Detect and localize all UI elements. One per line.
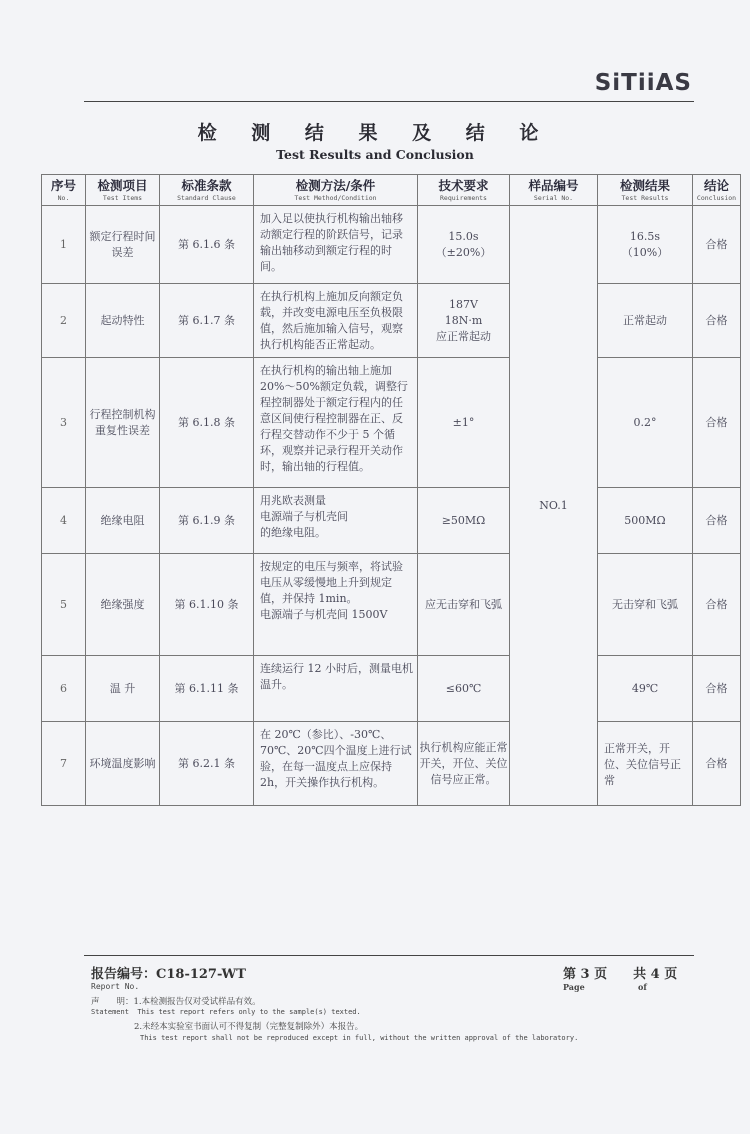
column-header-en: Standard Clause — [177, 193, 236, 202]
row-number: 5 — [42, 554, 86, 656]
conclusion: 合格 — [693, 722, 741, 806]
row-number: 2 — [42, 284, 86, 358]
test-item: 行程控制机构重复性误差 — [86, 358, 160, 488]
test-method: 在 20℃（参比）、-30℃、70℃、20℃四个温度上进行试验，在每一温度点上应保持 2h，开关操作执行机构。 — [254, 722, 418, 806]
column-header-cn: 检测项目 — [97, 177, 148, 193]
column-header — [598, 175, 693, 206]
test-result: 无击穿和飞弧 — [598, 554, 693, 656]
column-header-cn: 检测方法/条件 — [295, 177, 376, 193]
statement-cn-2: 2.未经本实验室书面认可不得复制（完整复制除外）本报告。 — [134, 1022, 364, 1032]
report-number-en: Report No. — [91, 982, 140, 991]
table-row — [42, 656, 741, 722]
conclusion: 合格 — [693, 554, 741, 656]
column-header-en: Test Method/Condition — [294, 193, 377, 202]
column-header — [418, 175, 510, 206]
test-item: 额定行程时间误差 — [86, 206, 160, 284]
test-result: 500MΩ — [598, 488, 693, 554]
column-header — [42, 175, 86, 206]
statement-en-2: This test report shall not be reproduced except in full, without the written approval of the laboratory. — [140, 1034, 579, 1042]
column-header-en: No. — [57, 193, 70, 202]
column-header — [693, 175, 741, 206]
lab-logo: SiTiiAS — [594, 70, 692, 96]
test-method: 加入足以使执行机构输出轴移动额定行程的阶跃信号，记录输出轴移动到额定行程的时间。 — [254, 206, 418, 284]
table-row — [42, 722, 741, 806]
statement-cn-1: 声 明：1.本检测报告仅对受试样品有效。 — [91, 997, 261, 1007]
requirement: ≤60℃ — [418, 656, 510, 722]
row-number: 3 — [42, 358, 86, 488]
requirement: ±1° — [418, 358, 510, 488]
standard-clause: 第 6.2.1 条 — [160, 722, 254, 806]
test-item: 温 升 — [86, 656, 160, 722]
test-method: 在执行机构的输出轴上施加20%～50%额定负载，调整行程控制器处于额定行程内的任意区间使行程控制器在正、反行程交替动作不少于 5 个循环，观察并记录行程开关动作时，输出轴的行程值。 — [254, 358, 418, 488]
requirement: ≥50MΩ — [418, 488, 510, 554]
row-number: 7 — [42, 722, 86, 806]
column-header-cn: 检测结果 — [619, 177, 670, 193]
column-header-cn: 标准条款 — [181, 177, 232, 193]
table-row — [42, 284, 741, 358]
standard-clause: 第 6.1.6 条 — [160, 206, 254, 284]
test-method: 在执行机构上施加反向额定负载，并改变电源电压至负极限值，然后施加输入信号，观察执行机构能否正常起动。 — [254, 284, 418, 358]
column-header-en: Serial No. — [533, 193, 574, 202]
column-header-en: Conclusion — [696, 193, 737, 202]
page-title: 检 测 结 果 及 结 论 — [197, 122, 553, 144]
test-result: 0.2° — [598, 358, 693, 488]
test-result: 正常开关，开位、关位信号正常 — [598, 722, 693, 806]
column-header-cn: 技术要求 — [438, 177, 489, 193]
conclusion: 合格 — [693, 488, 741, 554]
conclusion: 合格 — [693, 284, 741, 358]
table-header-row — [42, 175, 741, 206]
row-number: 6 — [42, 656, 86, 722]
test-result: 16.5s （10%） — [598, 206, 693, 284]
page-label-en: Page — [563, 982, 585, 992]
column-header — [160, 175, 254, 206]
test-item: 环境温度影响 — [86, 722, 160, 806]
test-result: 正常起动 — [598, 284, 693, 358]
test-item: 起动特性 — [86, 284, 160, 358]
test-item: 绝缘电阻 — [86, 488, 160, 554]
column-header — [510, 175, 598, 206]
conclusion: 合格 — [693, 656, 741, 722]
requirement: 执行机构应能正常开关，开位、关位信号应正常。 — [418, 722, 510, 806]
standard-clause: 第 6.1.8 条 — [160, 358, 254, 488]
table-row — [42, 554, 741, 656]
requirement: 187V 18N·m 应正常起动 — [418, 284, 510, 358]
test-method: 用兆欧表测量 电源端子与机壳间 的绝缘电阻。 — [254, 488, 418, 554]
footer-rule — [84, 955, 694, 956]
requirement: 应无击穿和飞弧 — [418, 554, 510, 656]
standard-clause: 第 6.1.10 条 — [160, 554, 254, 656]
page-subtitle: Test Results and Conclusion — [276, 147, 474, 162]
results-table — [41, 174, 741, 806]
column-header — [86, 175, 160, 206]
column-header-cn: 序号 — [50, 177, 76, 193]
page-counter: 第 3 页 共 4 页 — [563, 967, 678, 982]
test-result: 49℃ — [598, 656, 693, 722]
conclusion: 合格 — [693, 358, 741, 488]
of-label-en: of — [638, 982, 647, 992]
column-header-cn: 样品编号 — [528, 177, 579, 193]
row-number: 4 — [42, 488, 86, 554]
column-header-en: Requirements — [440, 193, 487, 202]
table-row — [42, 206, 741, 284]
requirement: 15.0s （±20%） — [418, 206, 510, 284]
conclusion: 合格 — [693, 206, 741, 284]
test-item: 绝缘强度 — [86, 554, 160, 656]
standard-clause: 第 6.1.11 条 — [160, 656, 254, 722]
test-method: 连续运行 12 小时后，测量电机温升。 — [254, 656, 418, 722]
statement-en-1: Statement This test report refers only to the sample(s) texted. — [91, 1008, 361, 1016]
table-row — [42, 358, 741, 488]
report-number: 报告编号：C18-127-WT — [91, 967, 246, 982]
test-method: 按规定的电压与频率，将试验电压从零缓慢地上升到规定值，并保持 1min。 电源端子与机壳间 1500V — [254, 554, 418, 656]
column-header — [254, 175, 418, 206]
standard-clause: 第 6.1.9 条 — [160, 488, 254, 554]
table-row — [42, 488, 741, 554]
row-number: 1 — [42, 206, 86, 284]
standard-clause: 第 6.1.7 条 — [160, 284, 254, 358]
column-header-cn: 结论 — [703, 177, 729, 193]
serial-number: NO.1 — [510, 206, 598, 806]
header-rule — [84, 101, 694, 102]
column-header-en: Test Results — [621, 193, 669, 202]
column-header-en: Test Items — [102, 193, 143, 202]
